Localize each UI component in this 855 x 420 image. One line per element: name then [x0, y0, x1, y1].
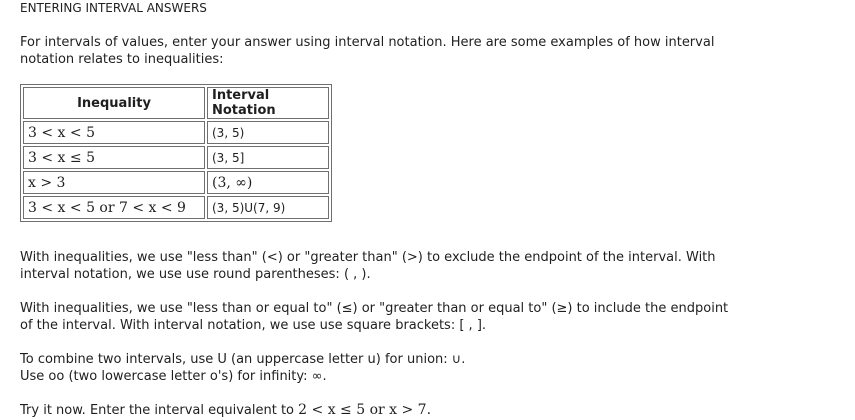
prompt-expression: 2 < x ≤ 5 or x > 7.	[298, 402, 432, 418]
interval-cell: (3, ∞)	[207, 171, 329, 194]
table-row	[23, 146, 329, 169]
table-header-row	[23, 87, 329, 119]
inclusive-endpoint-paragraph	[20, 300, 740, 334]
try-it-prompt	[20, 402, 740, 419]
interval-cell: (3, 5)U(7, 9)	[207, 196, 329, 219]
union-infinity-paragraph	[20, 351, 740, 385]
inequality-cell: 3 < x ≤ 5	[23, 146, 205, 169]
infinity-line: Use oo (two lowercase letter o's) for infinity: ∞.	[20, 369, 327, 384]
paragraph-line: of the interval. With interval notation, we use use square brackets: [ , ].	[20, 318, 487, 333]
paragraph-line: With inequalities, we use "less than" (<) or "greater than" (>) to exclude the endpoint of the interval. With	[20, 250, 716, 265]
header-interval-notation: Interval Notation	[207, 87, 329, 119]
interval-cell: (3, 5)	[207, 121, 329, 144]
inequality-cell: x > 3	[23, 171, 205, 194]
prompt-text: Try it now. Enter the interval equivalent to	[20, 403, 295, 418]
union-line: To combine two intervals, use U (an uppercase letter u) for union: ∪.	[20, 352, 466, 367]
table-row	[23, 196, 329, 219]
intro-text: For intervals of values, enter your answer using interval notation. Here are some examples of how interval notation relates to inequalities:	[20, 35, 715, 67]
inequality-cell: 3 < x < 5	[23, 121, 205, 144]
page-content	[20, 0, 840, 418]
exclusive-endpoint-paragraph	[20, 249, 740, 283]
table-row	[23, 121, 329, 144]
header-inequality: Inequality	[23, 87, 205, 119]
examples-table	[20, 84, 332, 222]
paragraph-line: interval notation, we use use round parentheses: ( , ).	[20, 267, 371, 282]
table-row	[23, 171, 329, 194]
inequality-cell: 3 < x < 5 or 7 < x < 9	[23, 196, 205, 219]
page-title: ENTERING INTERVAL ANSWERS	[20, 1, 207, 15]
interval-cell: (3, 5]	[207, 146, 329, 169]
paragraph-line: With inequalities, we use "less than or equal to" (≤) or "greater than or equal to" (≥) to include the endpoint	[20, 301, 729, 316]
